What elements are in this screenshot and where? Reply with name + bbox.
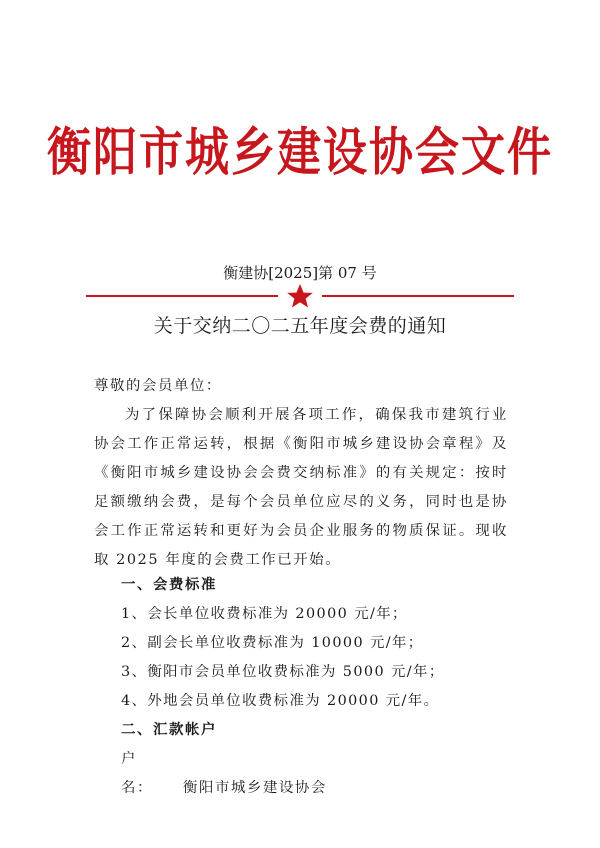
red-star-icon [285,283,315,309]
fee-item-1: 1、会长单位收费标准为 20000 元/年； [121,606,408,622]
fee-item-4: 4、外地会员单位收费标准为 20000 元/年。 [121,693,440,709]
document-header-title: 衡阳市城乡建设协会文件 [47,122,553,183]
section-heading-remittance: 二、汇款帐户 [121,722,217,738]
red-divider-right [322,295,514,297]
document-number: 衡建协[2025]第 07 号 [223,264,377,282]
section-heading-fee-standard: 一、会费标准 [121,577,217,593]
fee-item-3: 3、衡阳市会员单位收费标准为 5000 元/年； [121,664,445,680]
notice-paragraph: 为了保障协会顺利开展各项工作，确保我市建筑行业协会工作正常运转，根据《衡阳市城乡建设协会章程》及《衡阳市城乡建设协会会费交纳标准》的有关规定：按时足额缴纳会费，是每个会员单位应尽的义务，同时也是协会工作正常运转和更好为会员企业服务的物质保证。现收取 2025 年度的会费工作已开始。 [94,407,508,568]
notice-title: 关于交纳二〇二五年度会费的通知 [153,315,447,337]
fee-item-2: 2、副会长单位收费标准为 10000 元/年； [121,635,424,651]
account-name-row [121,745,327,803]
red-divider-left [86,295,278,297]
salutation: 尊敬的会员单位： [94,378,222,394]
account-name-label: 户 名： [121,751,153,796]
account-name-value: 衡阳市城乡建设协会 [183,780,327,796]
